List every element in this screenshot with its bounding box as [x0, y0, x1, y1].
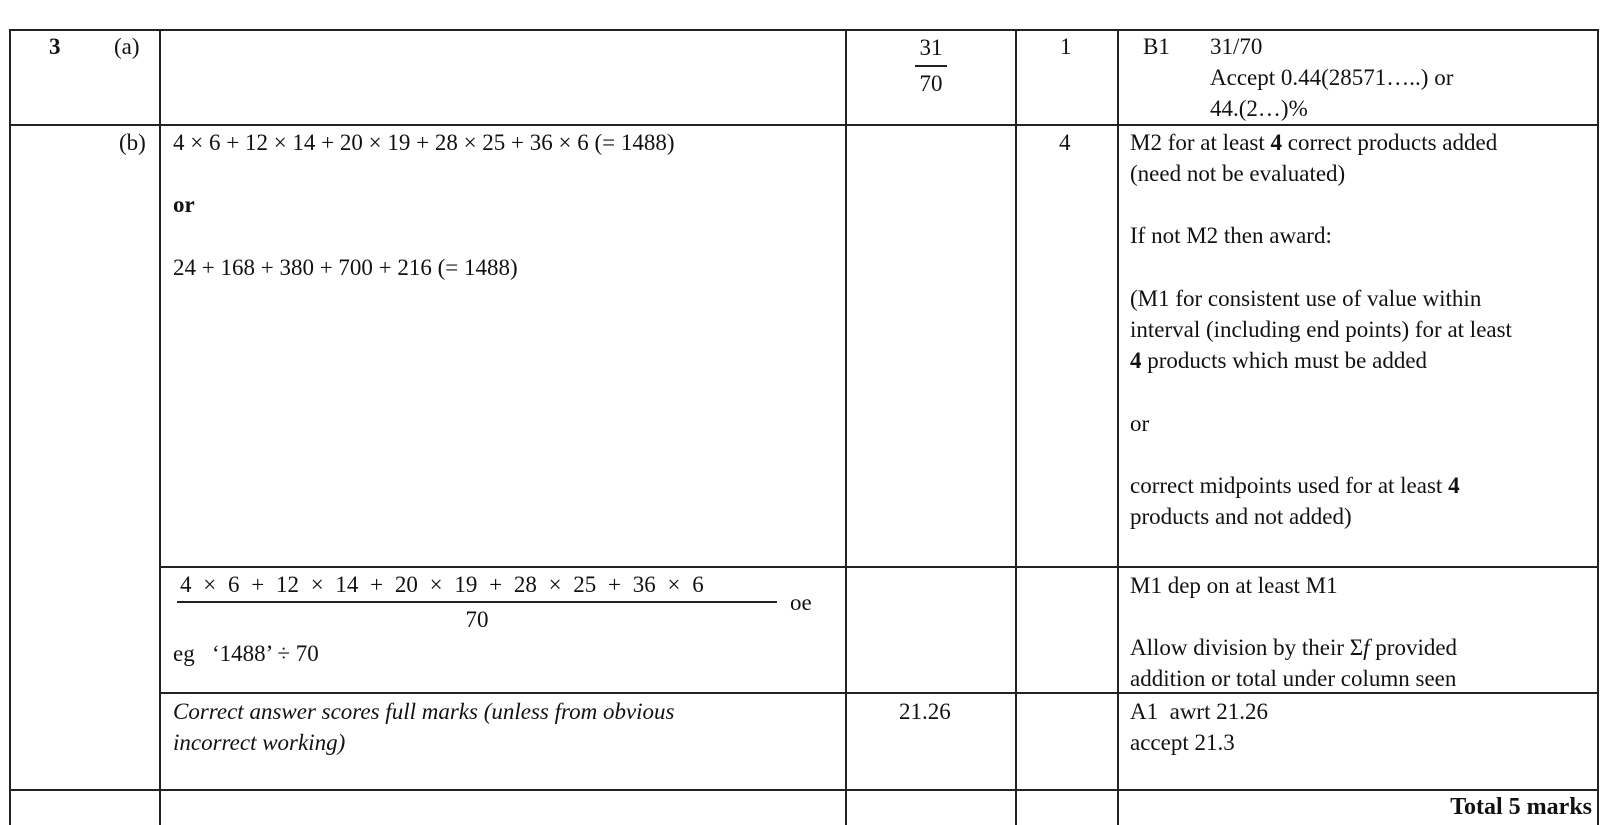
part-b-notes-line-6: [1130, 345, 1427, 376]
total-marks: Total 5 marks: [1450, 794, 1592, 820]
mean-notes-line-2-italic: f: [1363, 635, 1370, 660]
column-divider-3: [1015, 29, 1017, 825]
part-b-notes-line-4: (M1 for consistent use of value within: [1130, 286, 1482, 311]
part-b-notes-line-7: [1130, 470, 1460, 501]
part-b-notes-line-6-post: products which must be added: [1141, 348, 1428, 373]
part-b-notes-line-7-pre: correct midpoints used for at least: [1130, 473, 1449, 498]
part-a-notes-code: B1: [1143, 34, 1170, 59]
part-b-working-line-2: 24 + 168 + 380 + 700 + 216 (= 1488): [173, 255, 518, 280]
part-b-notes-line-1-post: correct products added: [1282, 130, 1498, 155]
part-b-notes-line-7-bold: 4: [1448, 473, 1460, 498]
answer-working-line-1: Correct answer scores full marks (unless from obvious: [173, 699, 675, 724]
part-a-notes-accept-1: Accept 0.44(28571…..) or: [1210, 65, 1454, 90]
fraction-bar: [915, 65, 947, 67]
table-border-left: [9, 29, 11, 825]
part-a-label: (a): [114, 34, 140, 59]
mean-notes-line-2-pre: Allow division by their Σ: [1130, 635, 1364, 660]
part-a-answer-denominator: 70: [919, 70, 943, 96]
part-b-notes-or: or: [1130, 411, 1150, 436]
fraction-bar: [177, 601, 777, 603]
part-b-notes-line-1: [1130, 127, 1497, 158]
part-a-notes-value: 31/70: [1210, 34, 1263, 59]
part-a-answer-fraction: [915, 33, 947, 99]
mean-oe: oe: [790, 590, 812, 615]
part-a-answer-numerator: 31: [919, 35, 943, 60]
column-divider-4: [1117, 29, 1119, 825]
part-b-mark: 4: [1059, 130, 1071, 155]
part-b-notes-line-1-pre: M2 for at least: [1130, 130, 1271, 155]
part-b-working-or: or: [173, 192, 195, 217]
row-divider-b-mean: [160, 566, 1599, 568]
row-divider-a-b: [9, 124, 1599, 126]
answer-working-line-2: incorrect working): [173, 730, 346, 755]
answer-notes-line-1: A1 awrt 21.26: [1130, 699, 1268, 724]
part-b-notes-line-2: (need not be evaluated): [1130, 161, 1346, 186]
mean-notes-line-1: M1 dep on at least M1: [1130, 573, 1338, 598]
answer-value: 21.26: [899, 699, 951, 724]
part-b-notes-line-6-bold: 4: [1130, 348, 1142, 373]
mean-notes-line-2-post: provided: [1369, 635, 1458, 660]
part-a-mark: 1: [1060, 34, 1072, 59]
part-b-notes-line-3: If not M2 then award:: [1130, 223, 1332, 248]
part-b-notes-line-8: products and not added): [1130, 504, 1352, 529]
mean-eg-line: eg ‘1488’ ÷ 70: [173, 641, 319, 666]
mean-fraction-numerator: 4 × 6 + 12 × 14 + 20 × 19 + 28 × 25 + 36 × 6: [180, 572, 704, 597]
mean-notes-line-2: [1130, 632, 1457, 663]
table-border-right: [1597, 29, 1599, 825]
table-border-top: [9, 29, 1599, 31]
column-divider-1: [159, 29, 161, 825]
question-number: 3: [49, 34, 61, 59]
part-b-notes-line-5: interval (including end points) for at least: [1130, 317, 1512, 342]
column-divider-2: [845, 29, 847, 825]
part-b-label: (b): [119, 130, 146, 155]
mean-notes-line-3: addition or total under column seen: [1130, 666, 1457, 691]
answer-notes-line-2: accept 21.3: [1130, 730, 1235, 755]
mean-fraction-denominator: 70: [465, 606, 489, 632]
part-a-notes-accept-2: 44.(2…)%: [1210, 96, 1308, 121]
row-divider-answer-total: [9, 789, 1599, 791]
part-b-notes-line-1-bold: 4: [1270, 130, 1283, 155]
mean-fraction: [177, 570, 777, 635]
part-b-working-line-1: 4 × 6 + 12 × 14 + 20 × 19 + 28 × 25 + 36 × 6 (= 1488): [173, 130, 675, 155]
